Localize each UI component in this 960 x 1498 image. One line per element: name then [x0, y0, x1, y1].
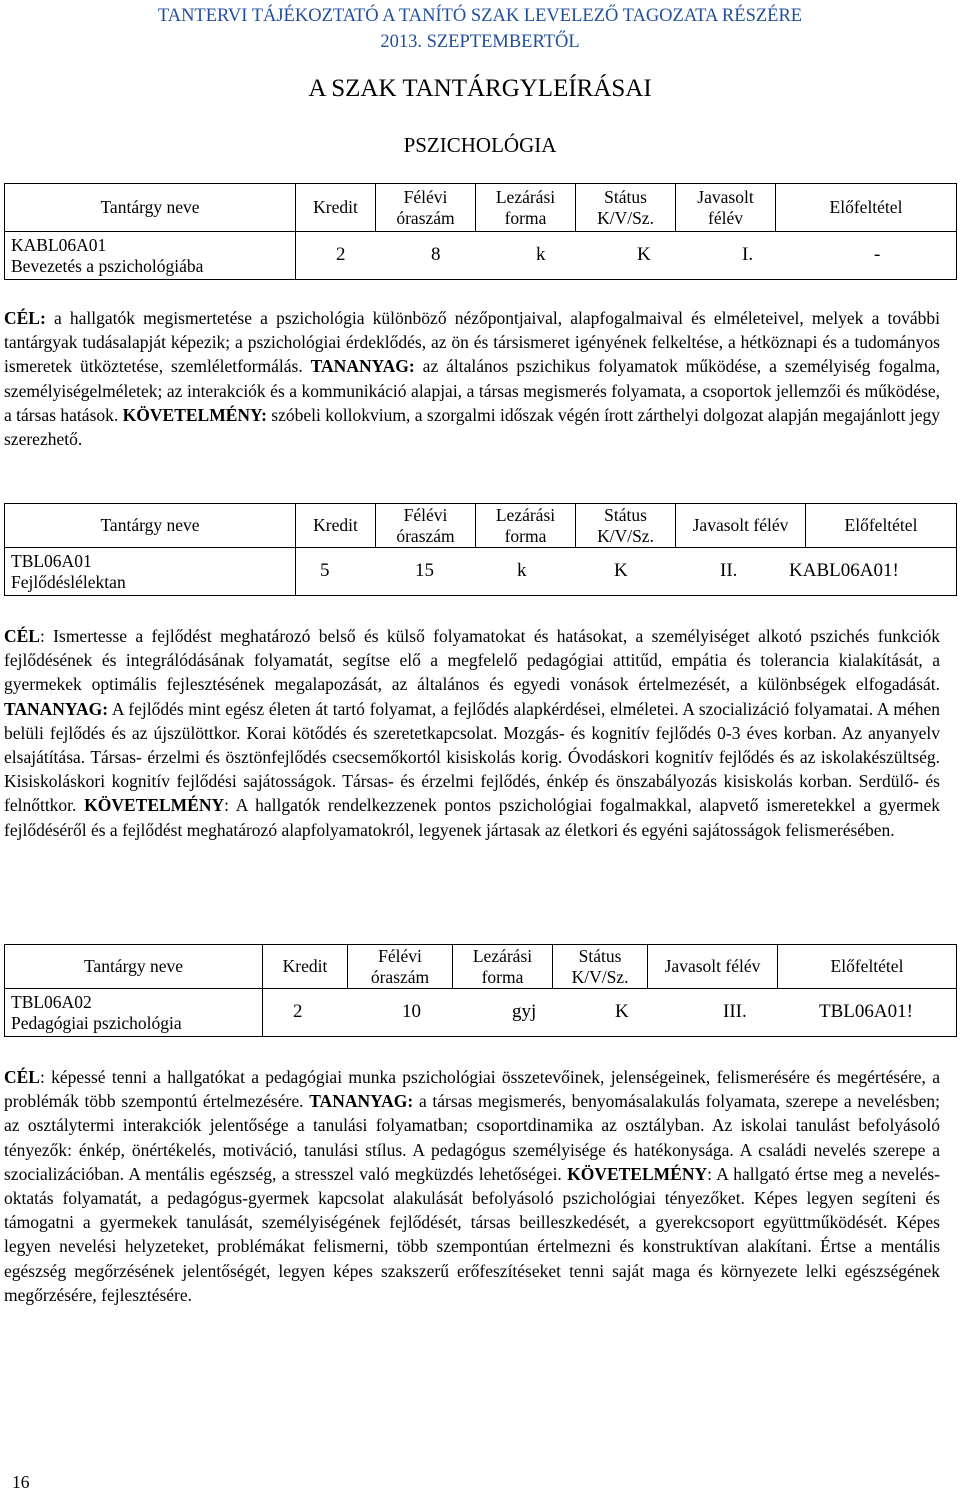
- status-value: K: [614, 560, 628, 581]
- kovetelmeny-label: KÖVETELMÉNY: [567, 1163, 708, 1184]
- hours-value: 15: [415, 560, 434, 581]
- course-name-cell: TBL06A02 Pedagógiai pszichológia: [5, 989, 263, 1037]
- cel-label: CÉL: [4, 626, 40, 646]
- credit-value: 2: [293, 1001, 303, 1022]
- col-header-status: Státus K/V/Sz.: [576, 184, 676, 232]
- col-header-credit: Kredit: [263, 945, 348, 989]
- semester-value: II.: [720, 560, 738, 581]
- course-description-2: CÉL: Ismertesse a fejlődést meghatározó belső és külső folyamatokat és hatásokat, a személyiséget alkotó pszichés funkciók fejlődésének és integrálódásának folyamatát, segítse elő a megfelelő pedagógiai attitűd, empátia és tolerancia kialakítását, a gyermekek optimális fejlesztésének megalapozását, az általános és egyedi vonások értelmezését, a különbségek elfogadását. TANANYAG: A fejlődés mint egész életen át tartó folyamat, a fejlődés alapkérdései, elméletei. A szocializáció folyamatai. A méhen belüli fejlődés és az újszülöttkor. Korai kötődés és szeretetkapcsolat. Mozgás- és kognitív fejlődés 0-3 éves korban. Az anyanyelv elsajátítása. Társas- érzelmi és ösztönfejlődés csecsemőkortól kisiskolás korig. Óvodáskori kognitív fejlődés és az iskolakészültség. Kisiskoláskori kognitív fejlődési sajátosságok. Társas- és érzelmi fejlődés, énkép és önszabályozás kisiskolás korban. Serdülő- és felnőttkor. KÖVETELMÉNY: A hallgatók rendelkezzenek pontos pszichológiai fogalmakkal, alapvető ismeretekkel a gyermek fejlődéséről és a fejlődést meghatározó alapfolyamatokról, legyenek jártasak az életkori és egyéni sajátosságok felismerésében.: [4, 626, 940, 840]
- col-header-status: Státus K/V/Sz.: [553, 945, 648, 989]
- cel-label: CÉL: [4, 1067, 40, 1087]
- page-title: A SZAK TANTÁRGYLEÍRÁSAI: [308, 75, 652, 102]
- prereq-value: -: [874, 244, 881, 265]
- col-header-credit: Kredit: [296, 184, 376, 232]
- document-header-line2: 2013. SZEPTEMBERTŐL: [380, 32, 580, 52]
- course-description-1: CÉL: a hallgatók megismertetése a pszichológia különböző nézőpontjaival, alapfogalmaival és elméleteivel, melyek a további tantárgyak tudásalapját képezik; a pszichológiai érdeklődés, az ön és társismeret igényének felkeltése, a hétköznapi és a tudományos ismeretek ütköztetése, szemléletformálás. TANANYAG: az általános pszichikus folyamatok működése, a személyiség fogalma, személyiségelméletek; az interakciók és a kommunikáció alapjai, a társas megismerés folyamata, a csoportok jellemzői és működése, a társas hatások. KÖVETELMÉNY: szóbeli kollokvium, a szorgalmi időszak végén írott zárthelyi dolgozat alapján megajánlott jegy szerezhető.: [4, 308, 941, 450]
- hours-value: 10: [402, 1001, 421, 1022]
- col-header-semester: Javasolt félév: [676, 504, 806, 548]
- semester-value: III.: [723, 1001, 747, 1022]
- page-number: 16: [12, 1472, 30, 1492]
- tananyag-label: TANANYAG:: [310, 356, 415, 377]
- cel-label: CÉL:: [4, 308, 46, 328]
- document-header-line1: TANTERVI TÁJÉKOZTATÓ A TANÍTÓ SZAK LEVELEZŐ TAGOZATA RÉSZÉRE: [157, 6, 803, 26]
- col-header-semester: Javasolt félév: [676, 184, 776, 232]
- col-header-prereq: Előfeltétel: [806, 504, 957, 548]
- status-value: K: [637, 244, 651, 265]
- col-header-name: Tantárgy neve: [5, 184, 296, 232]
- prereq-value: KABL06A01!: [789, 560, 899, 581]
- col-header-form: Lezárási forma: [476, 504, 576, 548]
- hours-value: 8: [431, 244, 441, 265]
- course-values-row: [263, 989, 957, 1037]
- form-value: k: [536, 244, 546, 265]
- course-description-3: CÉL: képessé tenni a hallgatókat a pedagógiai munka pszichológiai összetevőinek, jelenségeinek, felismerésére és megértésére, a problémák több szempontú értelmezésére. TANANYAG: a társas megismerés, benyomásalakulás folyamata, szerepe a nevelésben; az osztálytermi interakciók jelentősége a tanulási folyamatban; csoportdinamika az osztályban. Az iskolai tanulást befolyásoló tényezők: énkép, önértékelés, motiváció, tanulási stílus. A pedagógus személyisége és hatékonysága. A családi nevelés szerepe a szocializációban. A mentális egészség, a stresszel való megküzdés lehetőségei. KÖVETELMÉNY: A hallgató értse meg a nevelés-oktatás folyamatát, a pedagógus-gyermek kapcsolat alakulását befolyásoló pszichológiai tényezőket. Képes legyen segíteni és támogatni a gyermekek tanulását, személyiségének fejlődését, társas beilleszkedését, a gyerekcsoport együttműködését. Képes legyen nevelési helyzeteket, problémákat felismerni, több szempontúan értelmezni és konstruktívan alakítani. Értse a mentális egészség megőrzésének jelentőségét, legyen képes szakszerű erőfeszítéseket tenni saját maga és környezete lelki egészségének megőrzésére, fejlesztésére.: [4, 1067, 940, 1305]
- course-values-row: [296, 232, 957, 280]
- course-name-cell: TBL06A01 Fejlődéslélektan: [5, 548, 296, 596]
- col-header-hours: Félévi óraszám: [376, 184, 476, 232]
- kovetelmeny-label: KÖVETELMÉNY: [84, 795, 225, 816]
- course-values-row: [296, 548, 957, 596]
- col-header-semester: Javasolt félév: [648, 945, 778, 989]
- col-header-form: Lezárási forma: [453, 945, 553, 989]
- col-header-credit: Kredit: [296, 504, 376, 548]
- course-table-2: [4, 503, 957, 596]
- col-header-prereq: Előfeltétel: [778, 945, 957, 989]
- col-header-name: Tantárgy neve: [5, 504, 296, 548]
- credit-value: 5: [320, 560, 330, 581]
- col-header-hours: Félévi óraszám: [376, 504, 476, 548]
- prereq-value: TBL06A01!: [819, 1001, 913, 1022]
- section-title: PSZICHOLÓGIA: [403, 133, 557, 157]
- col-header-prereq: Előfeltétel: [776, 184, 957, 232]
- credit-value: 2: [336, 244, 346, 265]
- form-value: k: [517, 560, 527, 581]
- kovetelmeny-label: KÖVETELMÉNY:: [122, 404, 267, 425]
- col-header-hours: Félévi óraszám: [348, 945, 453, 989]
- course-name-cell: KABL06A01 Bevezetés a pszichológiába: [5, 232, 296, 280]
- tananyag-label: TANANYAG:: [309, 1091, 414, 1112]
- semester-value: I.: [742, 244, 754, 265]
- course-table-1: [4, 183, 957, 280]
- col-header-status: Státus K/V/Sz.: [576, 504, 676, 548]
- col-header-name: Tantárgy neve: [5, 945, 263, 989]
- tananyag-label: TANANYAG:: [4, 698, 109, 719]
- course-table-3: [4, 944, 957, 1037]
- col-header-form: Lezárási forma: [476, 184, 576, 232]
- form-value: gyj: [512, 1001, 537, 1022]
- status-value: K: [615, 1001, 629, 1022]
